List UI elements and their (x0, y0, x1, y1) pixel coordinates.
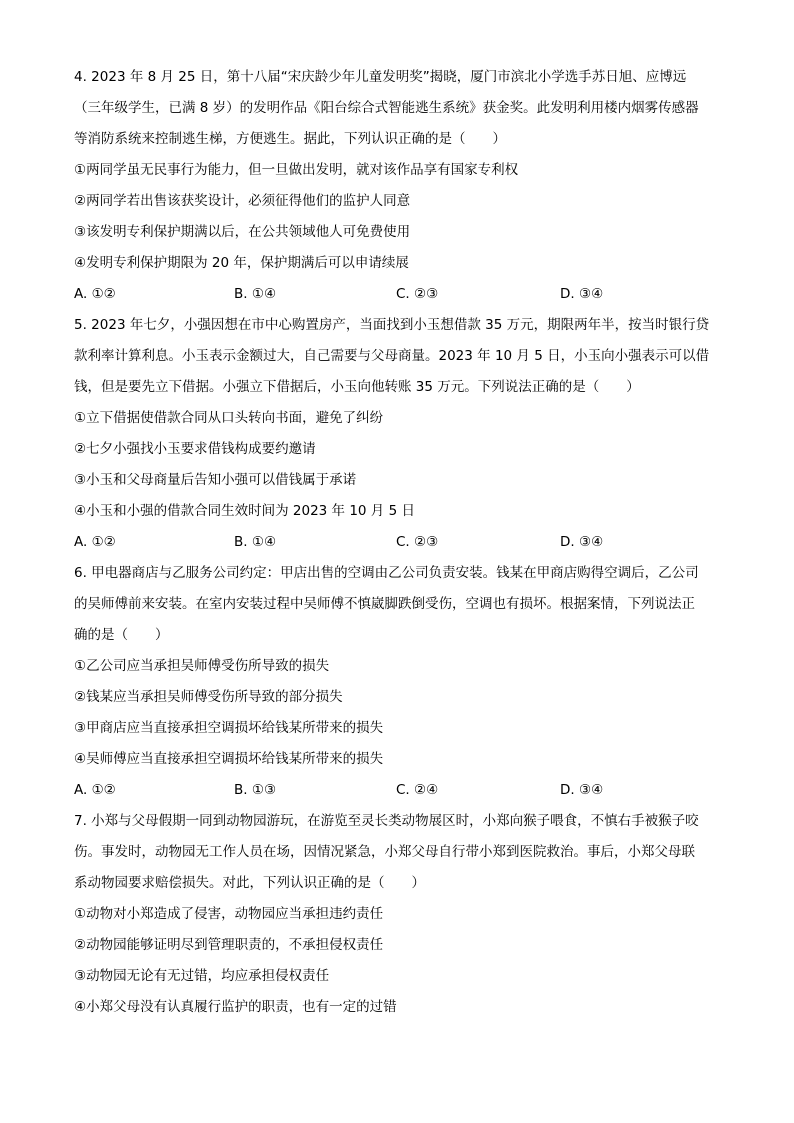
question-5-statement-4: ④小玉和小强的借款合同生效时间为 2023 年 10 月 5 日 (74, 503, 415, 519)
question-5-statement-2: ②七夕小强找小玉要求借钱构成要约邀请 (74, 441, 316, 457)
question-5-options (74, 527, 724, 558)
question-6-options (74, 775, 724, 806)
question-6-option-b: B. ①③ (234, 782, 277, 798)
question-5-stem-line-1: 5. 2023 年七夕，小强因想在市中心购置房产，当面找到小玉想借款 35 万元，期限两年半，按当时银行贷 (74, 317, 710, 333)
question-4-stem-line-3: 等消防系统来控制逃生梯，方便逃生。据此，下列认识正确的是（ ） (74, 131, 506, 147)
question-4 (74, 62, 724, 310)
document-page (74, 62, 724, 1023)
question-6-option-c: C. ②④ (396, 782, 439, 798)
question-4-statement-1: ①两同学虽无民事行为能力，但一旦做出发明，就对该作品享有国家专利权 (74, 162, 519, 178)
question-6-statement-4: ④吴师傅应当直接承担空调损坏给钱某所带来的损失 (74, 751, 384, 767)
question-6-stem-line-3: 确的是（ ） (74, 627, 169, 643)
question-6-option-a: A. ①② (74, 782, 116, 798)
question-7-statement-2: ②动物园能够证明尽到管理职责的，不承担侵权责任 (74, 937, 384, 953)
question-7-statement-1: ①动物对小郑造成了侵害，动物园应当承担违约责任 (74, 906, 384, 922)
question-4-statement-4: ④发明专利保护期限为 20 年，保护期满后可以申请续展 (74, 255, 409, 271)
question-6-statement-1: ①乙公司应当承担吴师傅受伤所导致的损失 (74, 658, 330, 674)
question-5-stem-line-2: 款利率计算利息。小玉表示金额过大，自己需要与父母商量。2023 年 10 月 5 日，小玉向小强表示可以借 (74, 348, 710, 364)
question-5-option-a: A. ①② (74, 534, 116, 550)
question-4-option-d: D. ③④ (560, 286, 604, 302)
question-7-statement-3: ③动物园无论有无过错，均应承担侵权责任 (74, 968, 330, 984)
question-4-stem-line-2: （三年级学生，已满 8 岁）的发明作品《阳台综合式智能逃生系统》获金奖。此发明利用楼内烟雾传感器 (74, 100, 699, 116)
question-5-option-d: D. ③④ (560, 534, 604, 550)
question-4-option-c: C. ②③ (396, 286, 439, 302)
question-5-stem-line-3: 钱，但是要先立下借据。小强立下借据后，小玉向他转账 35 万元。下列说法正确的是（ ） (74, 379, 640, 395)
question-7-stem-line-2: 伤。事发时，动物园无工作人员在场，因情况紧急，小郑父母自行带小郑到医院救治。事后，小郑父母联 (74, 844, 695, 860)
question-5-statement-1: ①立下借据使借款合同从口头转向书面，避免了纠纷 (74, 410, 384, 426)
question-4-statement-2: ②两同学若出售该获奖设计，必须征得他们的监护人同意 (74, 193, 411, 209)
question-7-stem-line-1: 7. 小郑与父母假期一同到动物园游玩，在游览至灵长类动物展区时，小郑向猴子喂食，不慎右手被猴子咬 (74, 813, 699, 829)
question-7-statement-4: ④小郑父母没有认真履行监护的职责，也有一定的过错 (74, 999, 397, 1015)
question-5-statement-3: ③小玉和父母商量后告知小强可以借钱属于承诺 (74, 472, 357, 488)
question-6-statement-3: ③甲商店应当直接承担空调损坏给钱某所带来的损失 (74, 720, 384, 736)
question-6-stem-line-1: 6. 甲电器商店与乙服务公司约定：甲店出售的空调由乙公司负责安装。钱某在甲商店购得空调后，乙公司 (74, 565, 699, 581)
question-4-statement-3: ③该发明专利保护期满以后，在公共领域他人可免费使用 (74, 224, 411, 240)
question-5 (74, 310, 724, 558)
question-4-options (74, 279, 724, 310)
question-6-stem-line-2: 的吴师傅前来安装。在室内安装过程中吴师傅不慎崴脚跌倒受伤，空调也有损坏。根据案情，下列说法正 (74, 596, 695, 612)
question-6 (74, 558, 724, 806)
question-7 (74, 806, 724, 1023)
question-4-stem-line-1: 4. 2023 年 8 月 25 日，第十八届“宋庆龄少年儿童发明奖”揭晓，厦门市滨北小学选手苏日旭、应博远 (74, 69, 687, 85)
question-4-option-b: B. ①④ (234, 286, 277, 302)
question-7-stem-line-3: 系动物园要求赔偿损失。对此，下列认识正确的是（ ） (74, 875, 425, 891)
question-4-option-a: A. ①② (74, 286, 116, 302)
question-5-option-b: B. ①④ (234, 534, 277, 550)
question-6-statement-2: ②钱某应当承担吴师傅受伤所导致的部分损失 (74, 689, 343, 705)
question-5-option-c: C. ②③ (396, 534, 439, 550)
question-6-option-d: D. ③④ (560, 782, 604, 798)
